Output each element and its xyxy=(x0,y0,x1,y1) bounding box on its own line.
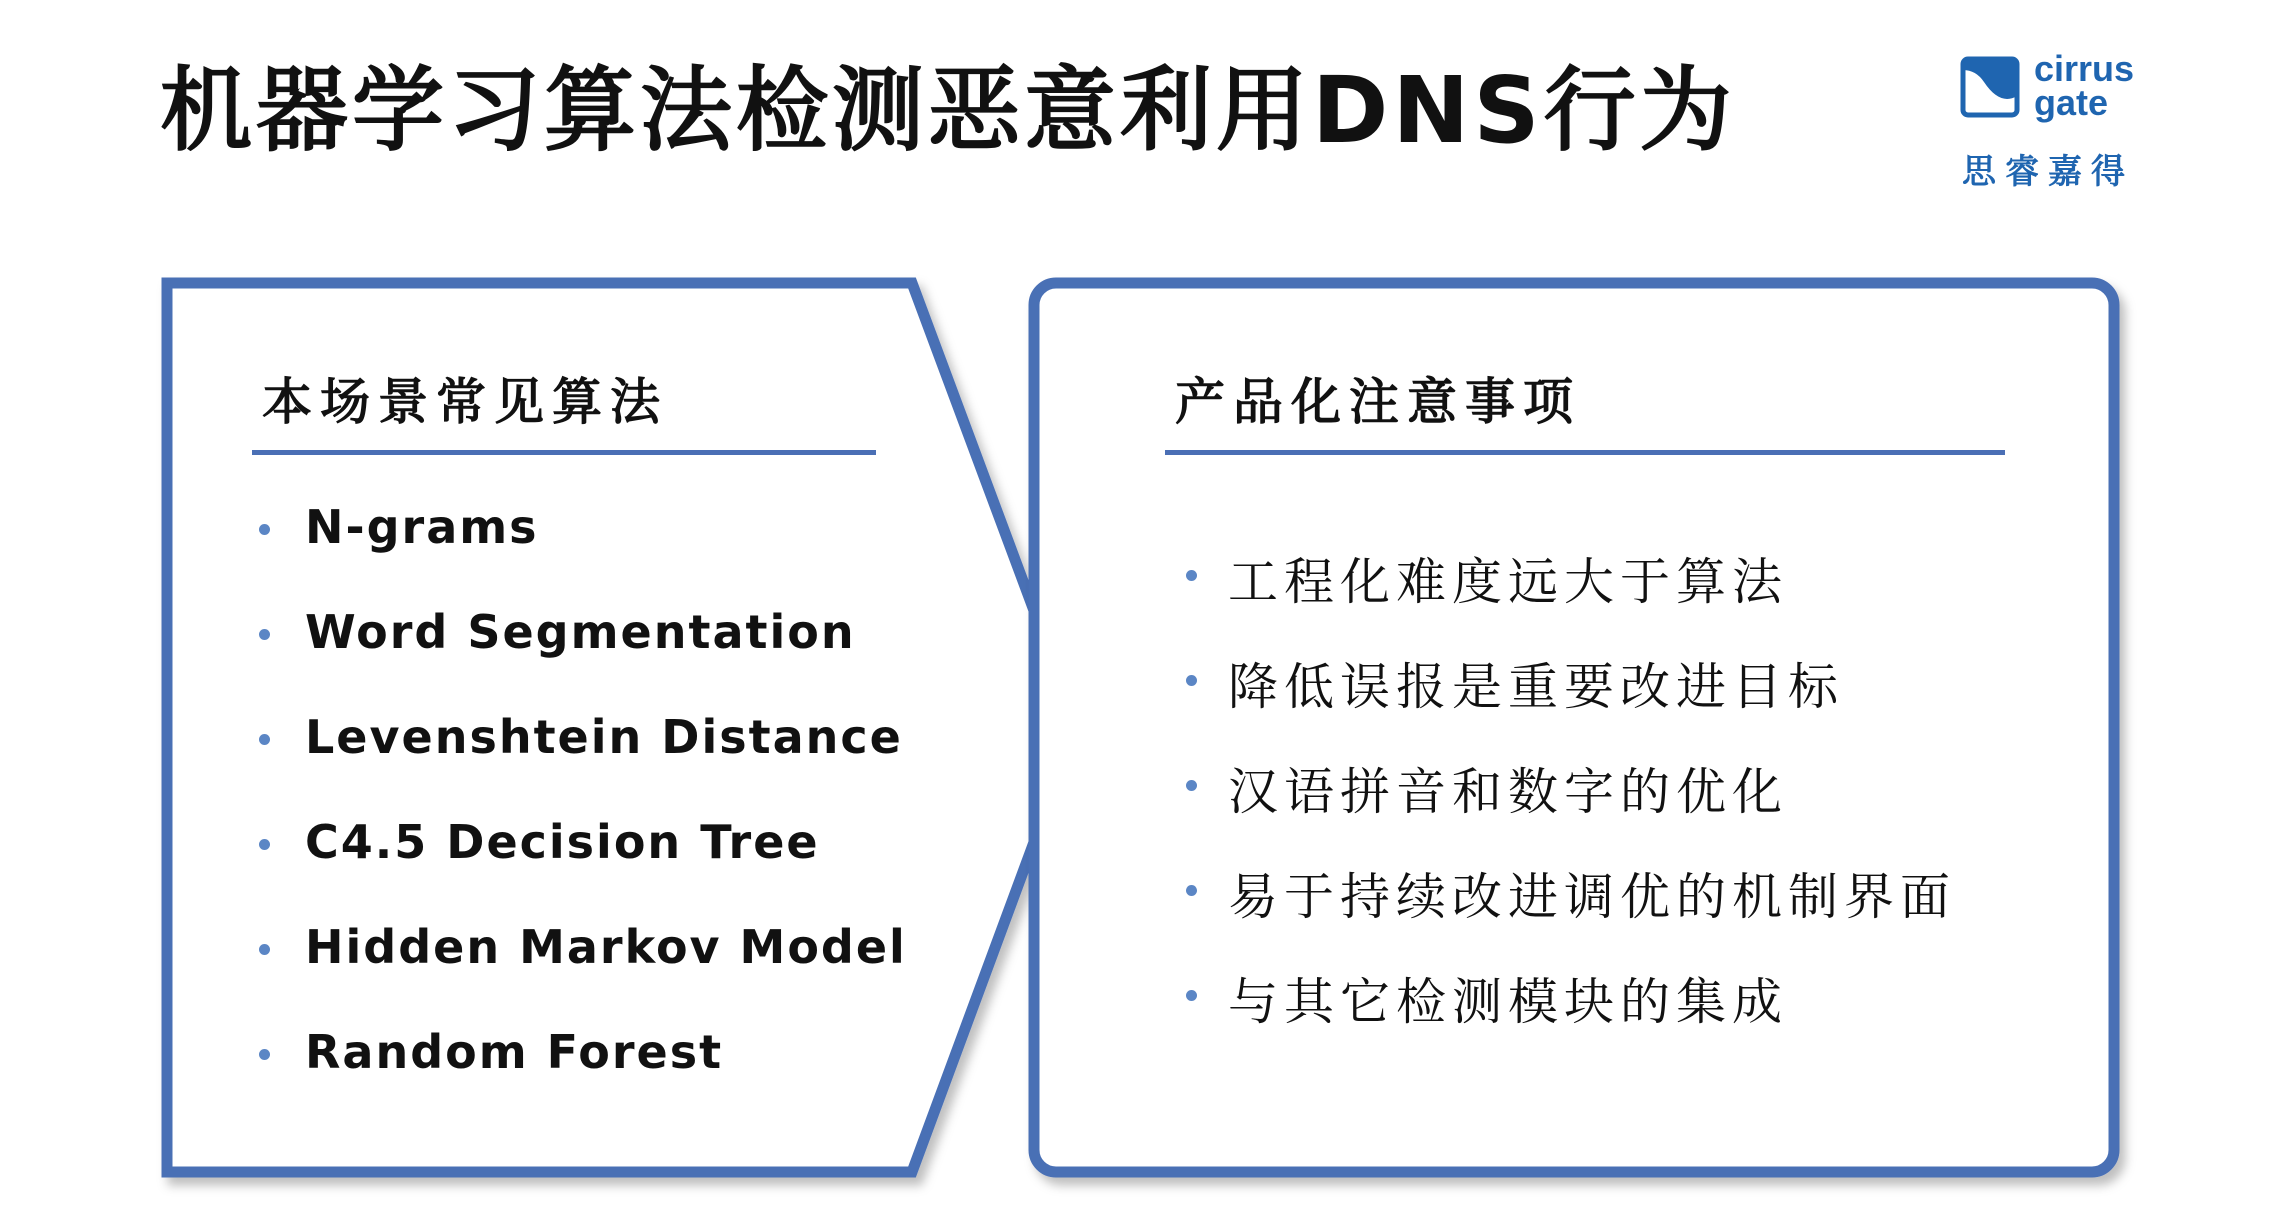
list-item: Levenshtein Distance xyxy=(305,710,907,815)
bullet-icon xyxy=(259,629,270,640)
bullet-icon xyxy=(259,734,270,745)
bullet-icon xyxy=(1186,885,1197,896)
list-item: 汉语拼音和数字的优化 xyxy=(1228,752,1956,857)
logo-chinese-name: 思睿嘉得 xyxy=(1962,152,2134,192)
list-item: Word Segmentation xyxy=(305,605,907,710)
list-item: 降低误报是重要改进目标 xyxy=(1228,647,1956,752)
right-heading-underline xyxy=(1165,450,2005,455)
bullet-icon xyxy=(1186,570,1197,581)
productization-notes-list xyxy=(1228,542,1956,1067)
list-item: Hidden Markov Model xyxy=(305,920,907,1025)
bullet-icon xyxy=(259,944,270,955)
bullet-icon xyxy=(259,1049,270,1060)
bullet-icon xyxy=(259,524,270,535)
algorithm-list xyxy=(305,500,907,1130)
list-item: C4.5 Decision Tree xyxy=(305,815,907,920)
list-item: N-grams xyxy=(305,500,907,605)
bullet-icon xyxy=(1186,990,1197,1001)
list-item: 与其它检测模块的集成 xyxy=(1228,962,1956,1067)
bullet-icon xyxy=(1186,780,1197,791)
logo-wordmark: cirrus gate xyxy=(2034,48,2135,123)
left-heading-underline xyxy=(252,450,876,455)
right-panel-heading: 产品化注意事项 xyxy=(1175,373,1581,431)
slide-title: 机器学习算法检测恶意利用DNS行为 xyxy=(160,57,1736,164)
bullet-icon xyxy=(1186,675,1197,686)
list-item: 易于持续改进调优的机制界面 xyxy=(1228,857,1956,962)
list-item: Random Forest xyxy=(305,1025,907,1130)
bullet-icon xyxy=(259,839,270,850)
list-item: 工程化难度远大于算法 xyxy=(1228,542,1956,647)
left-panel-heading: 本场景常见算法 xyxy=(262,373,668,431)
